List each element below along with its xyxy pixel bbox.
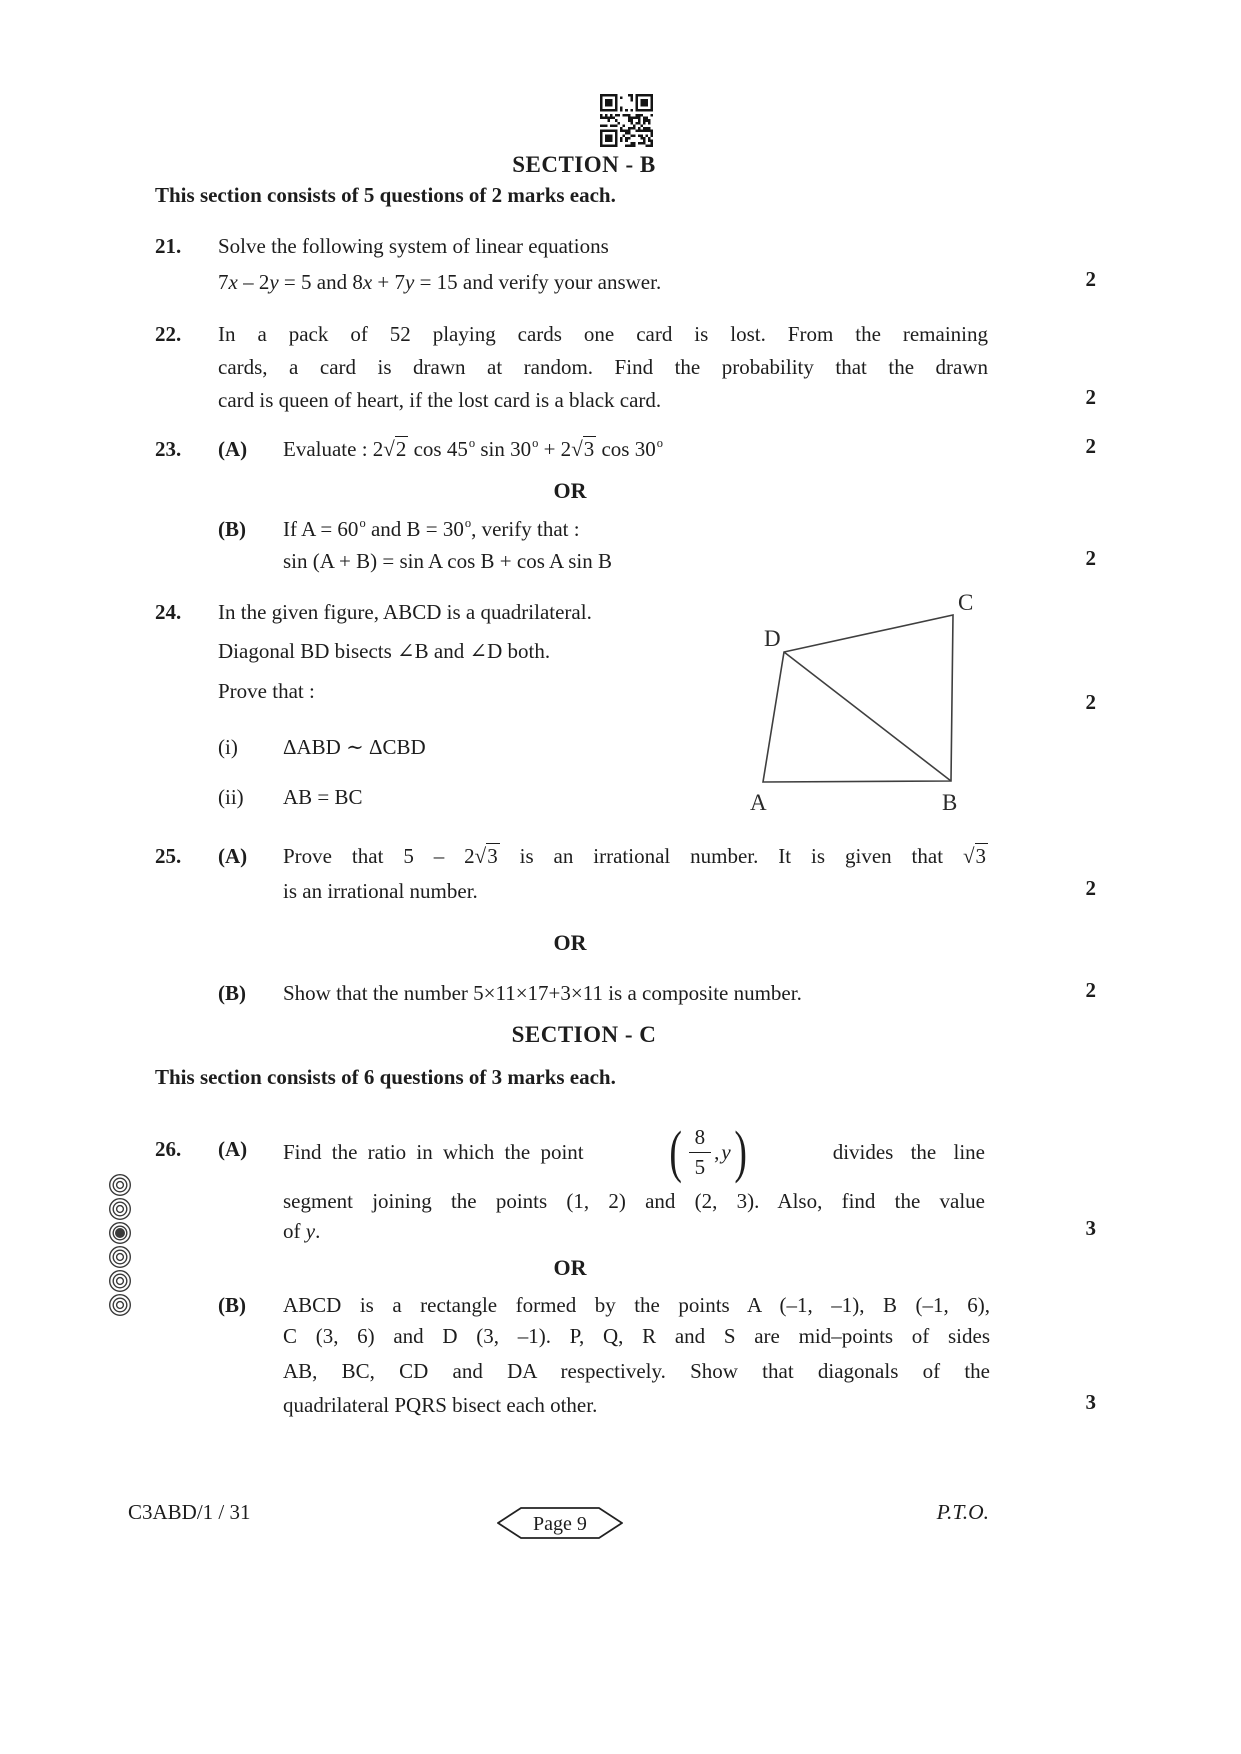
question-line: cards, a card is drawn at random. Find the probability that the drawn (218, 355, 988, 379)
marks-value: 2 (1085, 876, 1096, 900)
or-separator: OR (553, 930, 587, 955)
question-line: Prove that : (218, 679, 315, 703)
fraction-point: ( 8 5 , y ) (669, 1119, 747, 1184)
section-c-intro: This section consists of 6 questions of 3 marks each. (155, 1065, 616, 1089)
paper-code: C3ABD/1 / 31 (128, 1500, 251, 1524)
question-line: C (3, 6) and D (3, –1). P, Q, R and S are mid–points of sides (283, 1324, 990, 1348)
section-b-title: SECTION - B (512, 152, 656, 177)
marks-value: 2 (1085, 690, 1096, 714)
marks-value: 2 (1085, 546, 1096, 570)
part-letter: (B) (218, 981, 246, 1005)
part-letter: (B) (218, 1293, 246, 1317)
question-line: AB = BC (283, 785, 363, 809)
question-line: ABCD is a rectangle formed by the points A (–1, –1), B (–1, 6), (283, 1293, 990, 1317)
part-letter: (A) (218, 844, 248, 868)
question-number: 26. (155, 1137, 182, 1161)
vertex-label-d: D (764, 626, 781, 651)
question-line: Prove that 5 – 2√3 is an irrational number. It is given that √3 (283, 844, 986, 868)
qr-code (600, 94, 653, 147)
section-c-title: SECTION - C (511, 1022, 657, 1047)
pto-label: P.T.O. (936, 1500, 989, 1524)
spiral-mark-filled (115, 1228, 125, 1238)
question-line: In a pack of 52 playing cards one card is lost. From the remaining (218, 322, 988, 346)
or-separator: OR (553, 1255, 587, 1280)
spiral-binding-marks (104, 1172, 136, 1322)
separator: , (714, 1139, 720, 1164)
question-number: 21. (155, 234, 182, 258)
quadrilateral-outline (763, 615, 953, 782)
question-line: Evaluate : 2√2 cos 45$^o$ $\sin 30^o + 2√3$ cos 30$^o$ (283, 436, 663, 461)
vertex-label-a: A (750, 790, 767, 815)
marks-value: 2 (1085, 267, 1096, 291)
question-line: segment joining the points (1, 2) and (2, 3). Also, find the value (283, 1189, 985, 1213)
or-separator: OR (553, 478, 587, 503)
question-line: 7x – 2y = 5 and 8x + 7y = 15 and verify your answer. (218, 270, 662, 294)
question-line: In the given figure, ABCD is a quadrilateral. (218, 600, 592, 624)
marks-value: 3 (1085, 1216, 1096, 1240)
question-line: sin (A + B) = sin A cos B + cos A sin B (283, 549, 612, 573)
question-number: 24. (155, 600, 182, 624)
variable-y: y (721, 1139, 731, 1164)
question-number: 25. (155, 844, 182, 868)
question-line (283, 1112, 985, 1192)
question-line: AB, BC, CD and DA respectively. Show that diagonals of the (283, 1359, 990, 1383)
question-line: quadrilateral PQRS bisect each other. (283, 1393, 598, 1417)
vertex-label-b: B (942, 790, 958, 815)
marks-value: 3 (1085, 1390, 1096, 1414)
part-letter: (A) (218, 1137, 248, 1161)
marks-value: 2 (1085, 434, 1096, 458)
page-badge (497, 1506, 623, 1540)
part-letter: (A) (218, 437, 248, 461)
part-letter: (B) (218, 517, 246, 541)
marks-value: 2 (1085, 385, 1096, 409)
fraction: 8 5 (689, 1125, 712, 1180)
diagonal-db (784, 652, 951, 781)
subpart-label: (ii) (218, 785, 244, 809)
section-b-intro: This section consists of 5 questions of 2 marks each. (155, 183, 616, 207)
subpart-label: (i) (218, 735, 238, 759)
vertex-label-c: C (958, 590, 974, 615)
spiral-mark (110, 1175, 131, 1316)
question-line: ΔABD ∼ ΔCBD (283, 735, 426, 759)
line-text: Find the ratio in which the point (283, 1139, 584, 1164)
question-line: of y. (283, 1219, 321, 1243)
question-number: 23. (155, 437, 182, 461)
question-line: Solve the following system of linear equations (218, 234, 609, 258)
line-text: divides the line (832, 1139, 985, 1164)
question-number: 22. (155, 322, 182, 346)
question-line: If $A = 60^o$ and $B = 30^o$, verify that : (283, 516, 580, 541)
question-line: card is queen of heart, if the lost card is a black card. (218, 388, 662, 412)
question-line: Diagonal BD bisects ∠B and ∠D both. (218, 639, 551, 663)
marks-value: 2 (1085, 978, 1096, 1002)
page-number: Page 9 (533, 1513, 587, 1535)
question-line: Show that the number 5×11×17+3×11 is a composite number. (283, 981, 802, 1005)
quadrilateral-figure (738, 588, 1003, 828)
question-line: is an irrational number. (283, 879, 478, 903)
